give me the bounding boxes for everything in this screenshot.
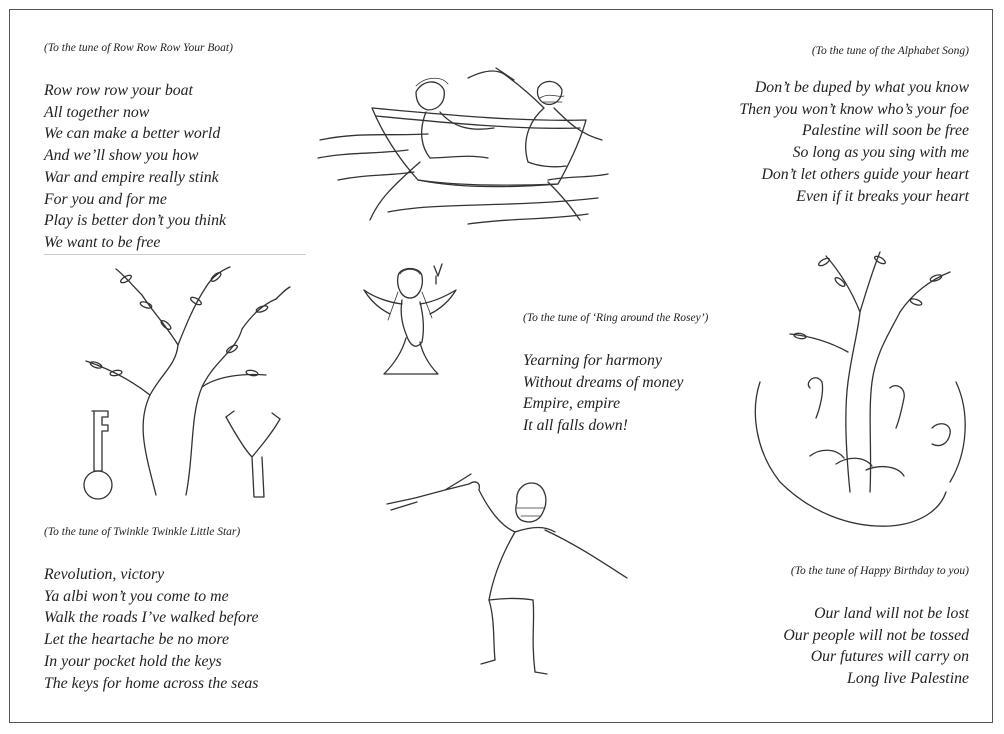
verse-line: For you and for me (44, 190, 167, 208)
slingshot-youth-sketch (385, 460, 630, 682)
verse-line: Don’t be duped by what you know (754, 79, 969, 96)
verse-row-your-boat (44, 80, 226, 254)
verse-line: In your pocket hold the keys (44, 652, 222, 670)
verse-line: Palestine will soon be free (801, 122, 969, 140)
verse-line: It all falls down! (523, 417, 628, 435)
verse-line: Empire, empire (523, 395, 621, 413)
verse-line: Then you won’t know who’s your foe (739, 100, 969, 118)
verse-line: All together now (44, 103, 150, 121)
rowboat-sketch (318, 62, 618, 232)
tune-ring-around-rosey: (To the tune of ‘Ring around the Rosey’) (523, 312, 709, 324)
verse-line: The keys for home across the seas (44, 674, 259, 692)
olive-tree-key-slingshot-sketch (66, 265, 291, 500)
tune-twinkle-star: (To the tune of Twinkle Twinkle Little Star) (44, 526, 241, 538)
verse-line: Our futures will carry on (810, 648, 969, 666)
verse-line: Our land will not be lost (814, 605, 969, 622)
tune-row-your-boat: (To the tune of Row Row Row Your Boat) (44, 42, 233, 54)
verse-line: Even if it breaks your heart (796, 187, 969, 205)
tune-happy-birthday: (To the tune of Happy Birthday to you) (790, 565, 969, 577)
verse-line: We can make a better world (44, 125, 221, 143)
verse-line: Without dreams of money (523, 373, 684, 391)
verse-line: And we’ll show you how (44, 147, 199, 165)
verse-line: War and empire really stink (44, 168, 219, 186)
verse-twinkle-star (44, 564, 259, 694)
verse-line: Walk the roads I’ve walked before (44, 609, 259, 627)
verse-line: Yearning for harmony (523, 352, 662, 369)
verse-line: So long as you sing with me (792, 144, 969, 162)
verse-line: Don’t let others guide your heart (761, 165, 969, 183)
verse-line: Long live Palestine (847, 670, 969, 688)
verse-line: Ya albi won’t you come to me (44, 587, 229, 605)
verse-line: We want to be free (44, 233, 161, 251)
verse-line: Row row row your boat (44, 82, 193, 99)
verse-happy-birthday (783, 603, 969, 690)
verse-line: Our people will not be tossed (783, 626, 969, 644)
tune-alphabet-song: (To the tune of the Alphabet Song) (811, 45, 969, 57)
dove-sketch (362, 262, 460, 378)
hands-tree-sketch (740, 232, 980, 532)
verse-ring-around-rosey (523, 350, 683, 437)
verse-line: Play is better don’t you think (44, 212, 227, 230)
verse-line: Revolution, victory (44, 566, 165, 583)
verse-alphabet-song (739, 77, 969, 207)
verse-line: Let the heartache be no more (44, 631, 229, 649)
divider (44, 254, 306, 255)
